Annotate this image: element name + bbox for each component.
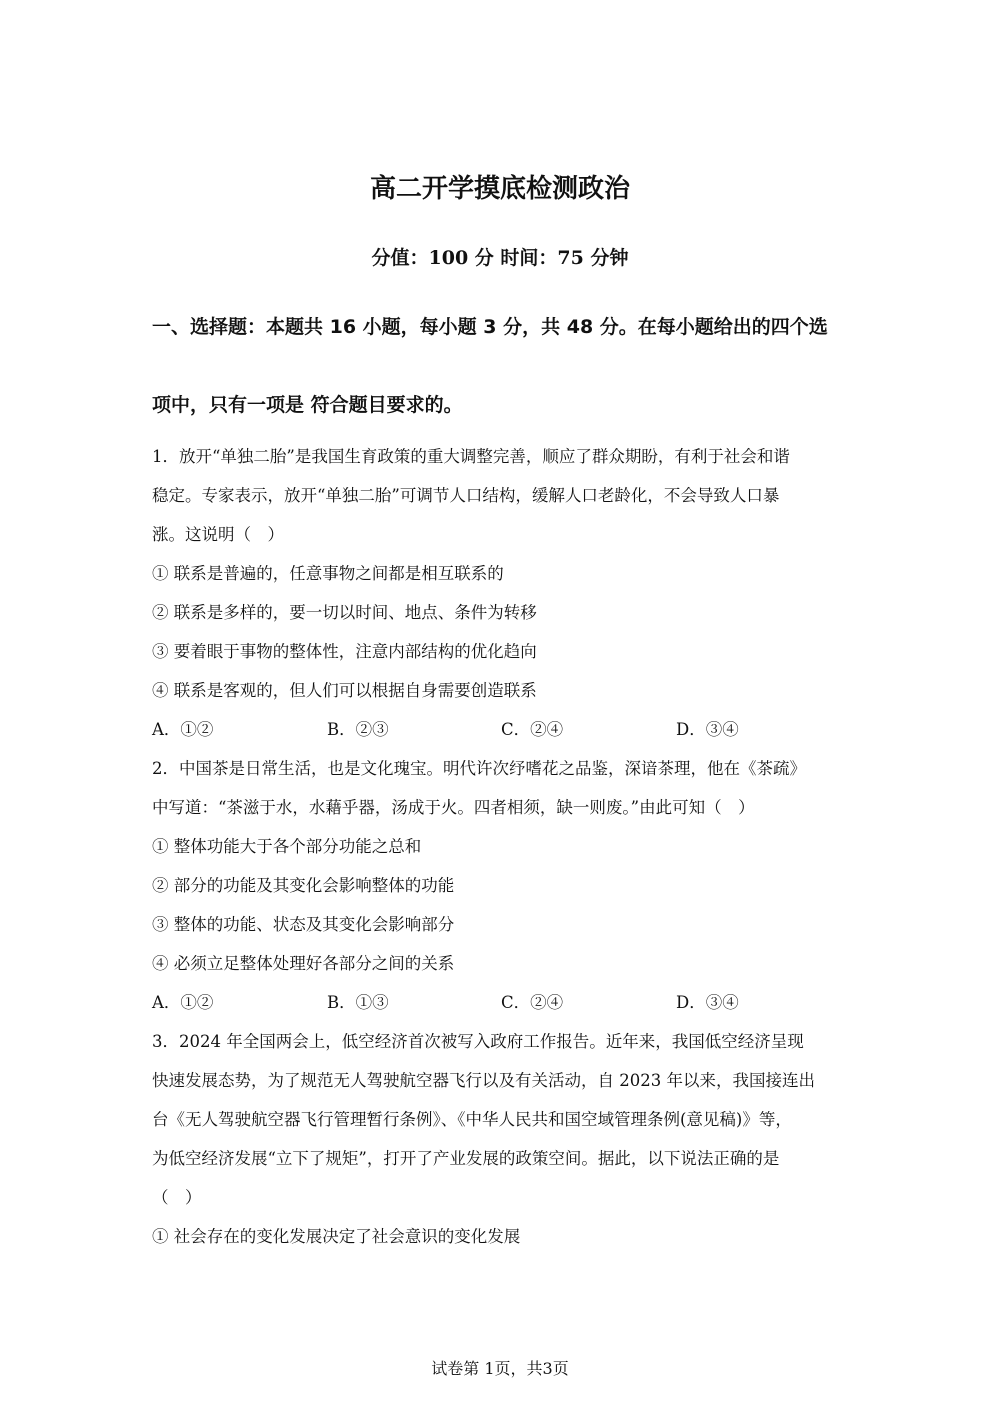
question-2-stem-line-1: 2．中国茶是日常生活，也是文化瑰宝。明代许次纾嗜花之品鉴，深谙茶理，他在《茶疏》 [152,759,806,778]
question-2-choice-b[interactable]: B．①③ [327,993,389,1012]
page-title: 高二开学摸底检测政治 [369,174,630,204]
question-2-stem-line-2: 中写道：“茶滋于水，水藉乎器，汤成于火。四者相须，缺一则废。”由此可知（ ） [152,798,755,817]
section-heading-line-1: 一、选择题：本题共 16 小题，每小题 3 分，共 48 分。在每小题给出的四个选 [152,316,828,338]
question-1-statement-3: ③ 要着眼于事物的整体性，注意内部结构的优化趋向 [152,642,537,661]
exam-info: 分值：100 分 时间：75 分钟 [371,247,629,269]
question-1-choice-a[interactable]: A．①② [152,720,214,739]
page-footer: 试卷第 1页，共3页 [431,1359,569,1378]
question-2-choice-a[interactable]: A．①② [152,993,214,1012]
question-1-stem-line-3: 涨。这说明（ ） [152,525,284,544]
question-1-choice-d[interactable]: D．③④ [676,720,739,739]
question-1-stem-line-2: 稳定。专家表示，放开“单独二胎”可调节人口结构，缓解人口老龄化，不会导致人口暴 [152,486,780,505]
question-3-stem-line-5: （ ） [152,1188,202,1207]
section-heading-line-2: 项中，只有一项是 符合题目要求的。 [152,394,463,416]
question-3-stem-line-4: 为低空经济发展“立下了规矩”，打开了产业发展的政策空间。据此，以下说法正确的是 [152,1149,780,1168]
question-3-stem-line-1: 3．2024 年全国两会上，低空经济首次被写入政府工作报告。近年来，我国低空经济呈现 [152,1032,804,1051]
question-1-choice-b[interactable]: B．②③ [327,720,389,739]
question-2-statement-1: ① 整体功能大于各个部分功能之总和 [152,837,422,856]
question-2-statement-3: ③ 整体的功能、状态及其变化会影响部分 [152,915,455,934]
question-2-statement-4: ④ 必须立足整体处理好各部分之间的关系 [152,954,455,973]
question-2-statement-2: ② 部分的功能及其变化会影响整体的功能 [152,876,455,895]
question-1-stem-line-1: 1．放开“单独二胎”是我国生育政策的重大调整完善，顺应了群众期盼，有利于社会和谐 [152,447,790,466]
question-1-statement-2: ② 联系是多样的，要一切以时间、地点、条件为转移 [152,603,537,622]
question-1-choice-c[interactable]: C．②④ [501,720,564,739]
question-3-stem-line-2: 快速发展态势，为了规范无人驾驶航空器飞行以及有关活动，自 2023 年以来，我国接连出 [152,1071,815,1090]
question-1-statement-4: ④ 联系是客观的，但人们可以根据自身需要创造联系 [152,681,537,700]
question-2-choice-d[interactable]: D．③④ [676,993,739,1012]
question-1-statement-1: ① 联系是普遍的，任意事物之间都是相互联系的 [152,564,504,583]
question-2-choice-c[interactable]: C．②④ [501,993,564,1012]
question-3-statement-1: ① 社会存在的变化发展决定了社会意识的变化发展 [152,1227,521,1246]
question-3-stem-line-3: 台《无人驾驶航空器飞行管理暂行条例》、《中华人民共和国空域管理条例(意见稿)》等， [152,1110,792,1129]
